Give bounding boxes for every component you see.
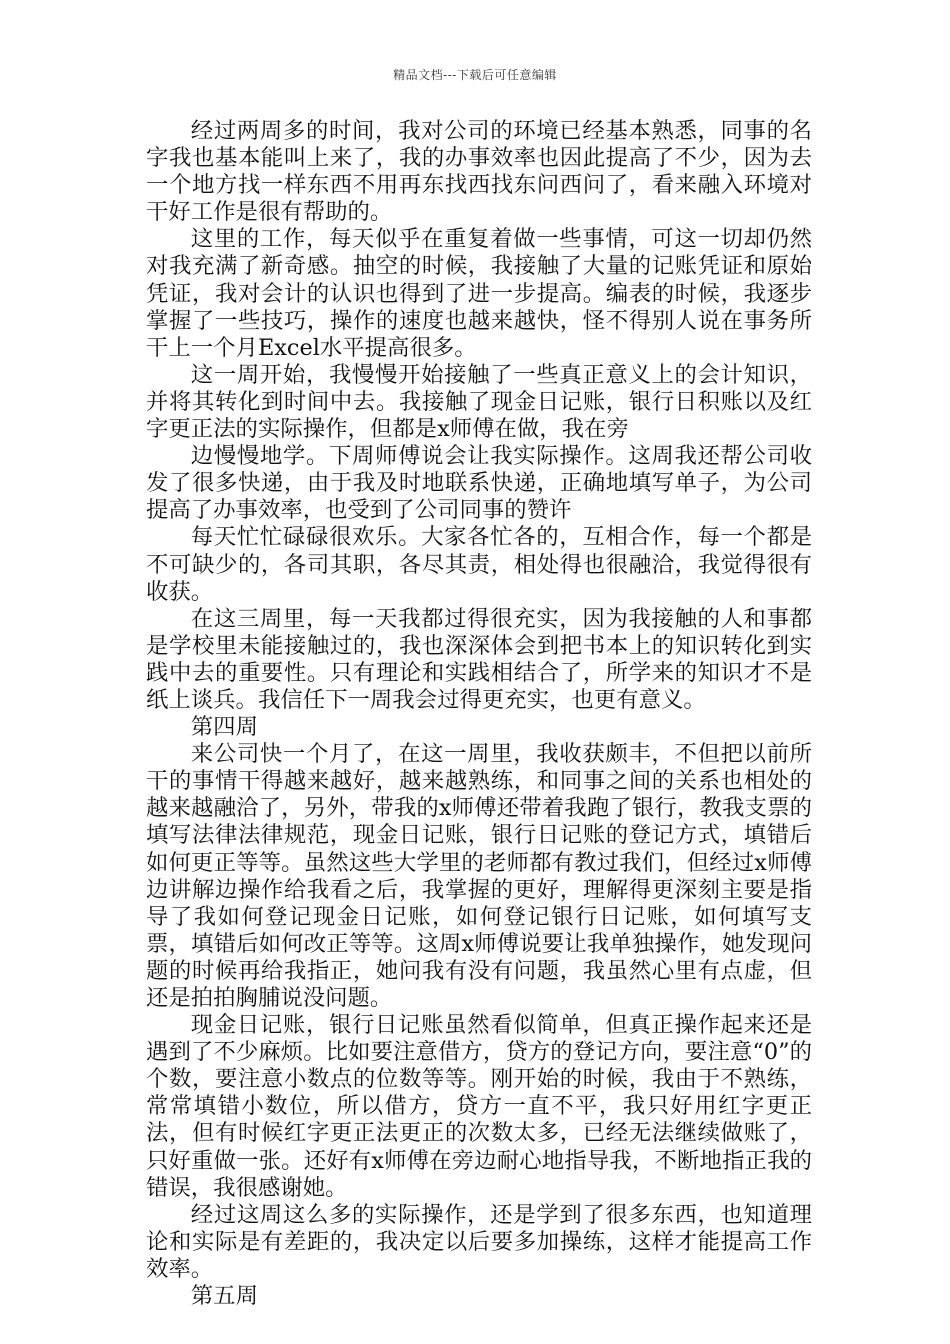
- paragraph: 这一周开始，我慢慢开始接触了一些真正意义上的会计知识，并将其转化到时间中去。我接触了现金日记账，银行日积账以及红字更正法的实际操作，但都是x师傅在做，我在旁: [146, 361, 812, 443]
- section-heading-week-5: 第五周: [190, 1283, 258, 1310]
- paragraph: 经过这周这么多的实际操作，还是学到了很多东西，也知道理论和实际是有差距的，我决定以后要多加操练，这样才能提高工作效率。: [146, 1201, 812, 1282]
- paragraph: 经过两周多的时间，我对公司的环境已经基本熟悉，同事的名字我也基本能叫上来了，我的办事效率也因此提高了不少，因为去一个地方找一样东西不用再东找西找东问西问了，看来融入环境对干好工作是很有帮助的。: [146, 118, 812, 226]
- paragraph: 这里的工作，每天似乎在重复着做一些事情，可这一切却仍然对我充满了新奇感。抽空的时候，我接触了大量的记账凭证和原始凭证，我对会计的认识也得到了进一步提高。编表的时候，我逐步掌握了一些技巧，操作的速度也越来越快，怪不得别人说在事务所干上一个月Excel水平提高很多。: [146, 226, 812, 361]
- paragraph: 边慢慢地学。下周师傅说会让我实际操作。这周我还帮公司收发了很多快递，由于我及时地联系快递，正确地填写单子，为公司提高了办事效率，也受到了公司同事的赞许: [146, 443, 812, 524]
- page-header: 精品文档---下载后可任意编辑: [393, 68, 557, 82]
- paragraph: 每天忙忙碌碌很欢乐。大家各忙各的，互相合作，每一个都是不可缺少的，各司其职，各尽其责，相处得也很融洽，我觉得很有收获。: [146, 524, 812, 605]
- section-heading-week-4: 第四周: [190, 714, 258, 741]
- paragraph: 现金日记账，银行日记账虽然看似简单，但真正操作起来还是遇到了不少麻烦。比如要注意借方，贷方的登记方向，要注意“0”的个数，要注意小数点的位数等等。刚开始的时候，我由于不熟练，常常填错小数位，所以借方，贷方一直不平，我只好用红字更正法，但有时候红字更正法更正的次数太多，已经无法继续做账了，只好重做一张。还好有x师傅在旁边耐心地指导我，不断地指正我的错误，我很感谢她。: [146, 1012, 812, 1201]
- paragraph: 来公司快一个月了，在这一周里，我收获颇丰，不但把以前所干的事情干得越来越好，越来越熟练，和同事之间的关系也相处的越来越融洽了，另外，带我的x师傅还带着我跑了银行，教我支票的填写法律法律规范，现金日记账，银行日记账的登记方式，填错后如何更正等等。虽然这些大学里的老师都有教过我们，但经过x师傅边讲解边操作给我看之后，我掌握的更好，理解得更深刻主要是指导了我如何登记现金日记账，如何登记银行日记账，如何填写支票，填错后如何改正等等。这周x师傅说要让我单独操作，她发现问题的时候再给我指正，她问我有没有问题，我虽然心里有点虚，但还是拍拍胸脯说没问题。: [146, 741, 812, 1011]
- document-body: [146, 118, 812, 1310]
- paragraph: 在这三周里，每一天我都过得很充实，因为我接触的人和事都是学校里未能接触过的，我也深深体会到把书本上的知识转化到实践中去的重要性。只有理论和实践相结合了，所学来的知识才不是纸上谈兵。我信任下一周我会过得更充实，也更有意义。: [146, 605, 812, 713]
